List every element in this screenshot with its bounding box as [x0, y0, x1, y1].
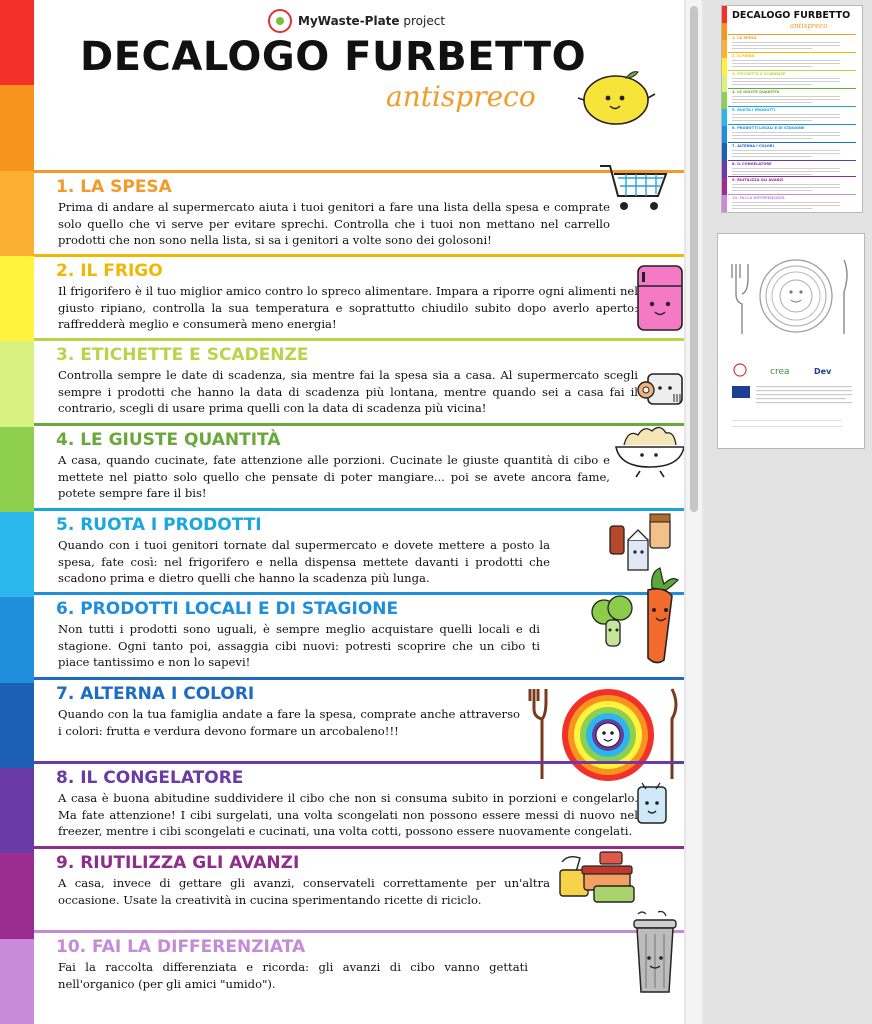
section-title: 6. PRODOTTI LOCALI E DI STAGIONE	[56, 599, 399, 619]
thumbnail-title: DECALOGO FURBETTO	[732, 10, 851, 21]
section-text: Fai la raccolta differenziata e ricorda: gli avanzi di cibo vanno gettati nell'organico (per gli amici "umido").	[58, 960, 528, 991]
thumbnail-2-artwork	[718, 234, 864, 448]
side-stripe	[0, 683, 34, 769]
section-divider	[34, 930, 684, 933]
section-title: 5. RUOTA I PRODOTTI	[56, 515, 262, 535]
thumbnail-text-line	[732, 42, 840, 43]
thumbnail-divider	[728, 70, 856, 71]
thumbnail-text-line	[732, 120, 812, 121]
section-text: A casa, quando cucinate, fate attenzione alle porzioni. Cucinate le giuste quantità di cibo e mettete nel piatto solo quello che pensate di poter mangiare... poi se avete ancora fame, potete sempre fare il bis!	[58, 453, 610, 500]
thumbnail-stripe	[722, 126, 727, 144]
thumbnail-stripe	[722, 178, 727, 196]
thumbnail-text-line	[732, 114, 840, 115]
thumbnail-stripe	[722, 161, 727, 179]
thumbnail-stripe	[722, 40, 727, 58]
section-title: 8. IL CONGELATORE	[56, 768, 244, 788]
thumbnail-section-title: 2. IL FRIGO	[732, 54, 755, 58]
thumbnail-section-title: 5. RUOTA I PRODOTTI	[732, 108, 776, 112]
thumbnail-divider	[728, 124, 856, 125]
side-stripe	[0, 512, 34, 598]
decalogo-section-8	[34, 761, 684, 846]
lemon-mascot-icon	[576, 70, 658, 128]
thumbnail-stripe	[722, 58, 727, 76]
thumbnail-text-line	[732, 138, 812, 139]
section-divider	[34, 761, 684, 764]
thumbnail-stripe	[722, 75, 727, 93]
section-divider	[34, 170, 684, 173]
thumbnail-divider	[728, 88, 856, 89]
thumbnail-section-title: 6. PRODOTTI LOCALI E DI STAGIONE	[732, 126, 805, 130]
side-stripe	[0, 597, 34, 683]
decalogo-section-5	[34, 508, 684, 592]
section-text: Il frigorifero è il tuo miglior amico contro lo spreco alimentare. Impara a riporre ogni alimenti nel giusto ripiano, controlla la sua temperatura e soprattutto chiudilo subito dopo averlo aperto: raffredderà meglio e consumerà meno energia!	[58, 284, 638, 331]
thumbnail-text-line	[732, 168, 840, 169]
section-divider	[34, 592, 684, 595]
side-stripe	[0, 939, 34, 1024]
section-title: 2. IL FRIGO	[56, 261, 163, 281]
thumbnail-section-title: 9. RIUTILIZZA GLI AVANZI	[732, 178, 784, 182]
side-stripe	[0, 85, 34, 171]
dev-logo: Dev	[814, 367, 832, 376]
thumbnail-text-line	[732, 48, 812, 49]
thumbnail-text-line	[732, 153, 840, 154]
side-stripe	[0, 768, 34, 854]
thumbnail-divider	[728, 106, 856, 107]
section-title: 3. ETICHETTE E SCADENZE	[56, 345, 309, 365]
thumbnail-divider	[728, 142, 856, 143]
thumbnail-text-line	[732, 150, 840, 151]
vegetables-icon	[590, 566, 682, 670]
section-text: Controlla sempre le date di scadenza, sia mentre fai la spesa sia a casa. Al supermercato scegli sempre i prodotti che hanno la data di scadenza più lontana, mentre quando sei a casa fai il contrario, scegli di usare prima quelli con la data di scadenza più vicina!	[58, 368, 638, 415]
decalogo-section-3	[34, 338, 684, 423]
section-divider	[34, 338, 684, 341]
brand-name: MyWaste-Plate	[298, 14, 400, 28]
side-stripe	[0, 341, 34, 427]
thumbnail-divider	[728, 160, 856, 161]
decalogo-section-4	[34, 423, 684, 508]
food-containers-icon	[556, 848, 638, 912]
thumbnail-text-line	[732, 132, 840, 133]
thumbnail-section-title: 7. ALTERNA I COLORI	[732, 144, 774, 148]
thumbnail-section-title: 4. LE GIUSTE QUANTITÀ	[732, 90, 780, 94]
thumbnail-text-line	[732, 78, 840, 79]
thumbnail-text-line	[732, 184, 840, 185]
section-text: Prima di andare al supermercato aiuta i tuoi genitori a fare una lista della spesa e comprate solo quello che vi serve per evitare sprechi. Controlla che i tuoi non mettano nel carrello prodotti che non sono nella lista, si sa i genitori a volte sono dei golosoni!	[58, 200, 610, 247]
thumbnail-section-title: 3. ETICHETTE E SCADENZE	[732, 72, 786, 76]
pasta-bowl-icon	[610, 419, 684, 483]
thumbnail-section-title: 1. LA SPESA	[732, 36, 757, 40]
section-divider	[34, 677, 684, 680]
thumbnail-text-line	[732, 99, 840, 100]
section-divider	[34, 254, 684, 257]
ice-cube-icon	[632, 779, 672, 835]
toaster-icon	[636, 368, 684, 416]
shopping-cart-icon	[598, 160, 668, 226]
thumbnail-text-line	[732, 117, 840, 118]
thumbnail-divider	[728, 34, 856, 35]
page-thumbnail-2[interactable]	[718, 234, 864, 448]
section-text: Non tutti i prodotti sono uguali, è sempre meglio acquistare quelli locali e di stagione. Ogni tanto poi, assaggia cibi nuovi: potresti scoprire che un cibo ti piace tantissimo e non lo sapevi!	[58, 622, 540, 669]
section-text: A casa è buona abitudine suddividere il cibo che non si consuma subito in porzioni e congelarlo. Ma fate attenzione! I cibi surgelati, una volta scongelati non possono essere messi di nuovo nel freezer, mentre i cibi scongelati e cucinati, una volta cotti, possono essere nuovamente congelati.	[58, 791, 638, 838]
thumbnail-stripe	[722, 92, 727, 110]
thumbnail-text-line	[732, 63, 840, 64]
crea-logo: crea	[770, 367, 790, 377]
thumbnail-text-line	[732, 135, 840, 136]
thumbnail-text-line	[732, 171, 840, 172]
thumbnail-text-line	[732, 202, 840, 203]
section-title: 9. RIUTILIZZA GLI AVANZI	[56, 853, 300, 873]
thumbnail-text-line	[732, 208, 812, 209]
thumbnail-stripe	[722, 143, 727, 161]
section-divider	[34, 423, 684, 426]
thumbnail-divider	[728, 176, 856, 177]
scrollbar-thumb[interactable]	[690, 6, 698, 512]
decalogo-section-2	[34, 254, 684, 338]
thumbnail-text-line	[732, 190, 812, 191]
thumbnail-stripe	[722, 109, 727, 127]
thumbnail-stripe	[722, 195, 727, 212]
thumbnail-text-line	[732, 205, 840, 206]
thumbnail-text-line	[732, 45, 840, 46]
trash-bin-icon	[630, 910, 680, 1000]
section-text: Quando con i tuoi genitori tornate dal supermercato e dovete mettere a posto la spesa, fate così: nel frigorifero e nella dispensa mettete davanti i prodotti che scadono prima e dietro quelli che hanno la scadenza più lunga.	[58, 538, 550, 585]
thumbnail-divider	[728, 52, 856, 53]
decalogo-section-10	[34, 930, 684, 1024]
thumbnail-text-line	[732, 66, 812, 67]
side-stripe	[0, 853, 34, 939]
mywaste-plate-logo-icon	[268, 9, 292, 33]
thumbnail-section-title: 8. IL CONGELATORE	[732, 162, 772, 166]
thumbnail-subtitle: antispreco	[790, 22, 828, 30]
thumbnail-stripe	[722, 23, 727, 41]
thumbnail-text-line	[732, 187, 840, 188]
thumbnail-divider	[728, 194, 856, 195]
side-stripe	[0, 0, 34, 86]
thumbnail-text-line	[732, 156, 812, 157]
page-subtitle: antispreco	[386, 80, 536, 113]
decalogo-section-6	[34, 592, 684, 677]
thumbnail-text-line	[732, 81, 840, 82]
decalogo-section-1	[34, 170, 684, 254]
thumbnail-text-line	[732, 96, 840, 97]
section-title: 4. LE GIUSTE QUANTITÀ	[56, 430, 281, 450]
decalogo-section-9	[34, 846, 684, 930]
thumbnail-text-line	[732, 84, 812, 85]
fridge-icon	[634, 264, 684, 338]
thumbnail-text-line	[732, 102, 812, 103]
section-title: 10. FAI LA DIFFERENZIATA	[56, 937, 306, 957]
thumbnail-stripe	[722, 6, 727, 24]
section-text: Quando con la tua famiglia andate a fare la spesa, comprate anche attraverso i colori: frutta e verdura devono formare un arcobaleno!!!	[58, 707, 520, 738]
side-stripe	[0, 427, 34, 513]
page-thumbnail-1[interactable]	[722, 6, 862, 212]
thumbnail-section-title: 10. FAI LA DIFFERENZIATA	[732, 196, 785, 200]
brand-suffix: project	[399, 14, 446, 28]
side-stripe	[0, 171, 34, 257]
section-title: 1. LA SPESA	[56, 177, 172, 197]
section-text: A casa, invece di gettare gli avanzi, conservateli correttamente per un'altra occasione. Usate la creatività in cucina sperimentando ricette di riciclo.	[58, 876, 550, 907]
side-stripe	[0, 256, 34, 342]
section-title: 7. ALTERNA I COLORI	[56, 684, 255, 704]
project-brand	[268, 10, 445, 32]
page-title: DECALOGO FURBETTO	[80, 34, 587, 80]
section-divider	[34, 508, 684, 511]
decalogo-section-7	[34, 677, 684, 761]
thumbnail-text-line	[732, 60, 840, 61]
